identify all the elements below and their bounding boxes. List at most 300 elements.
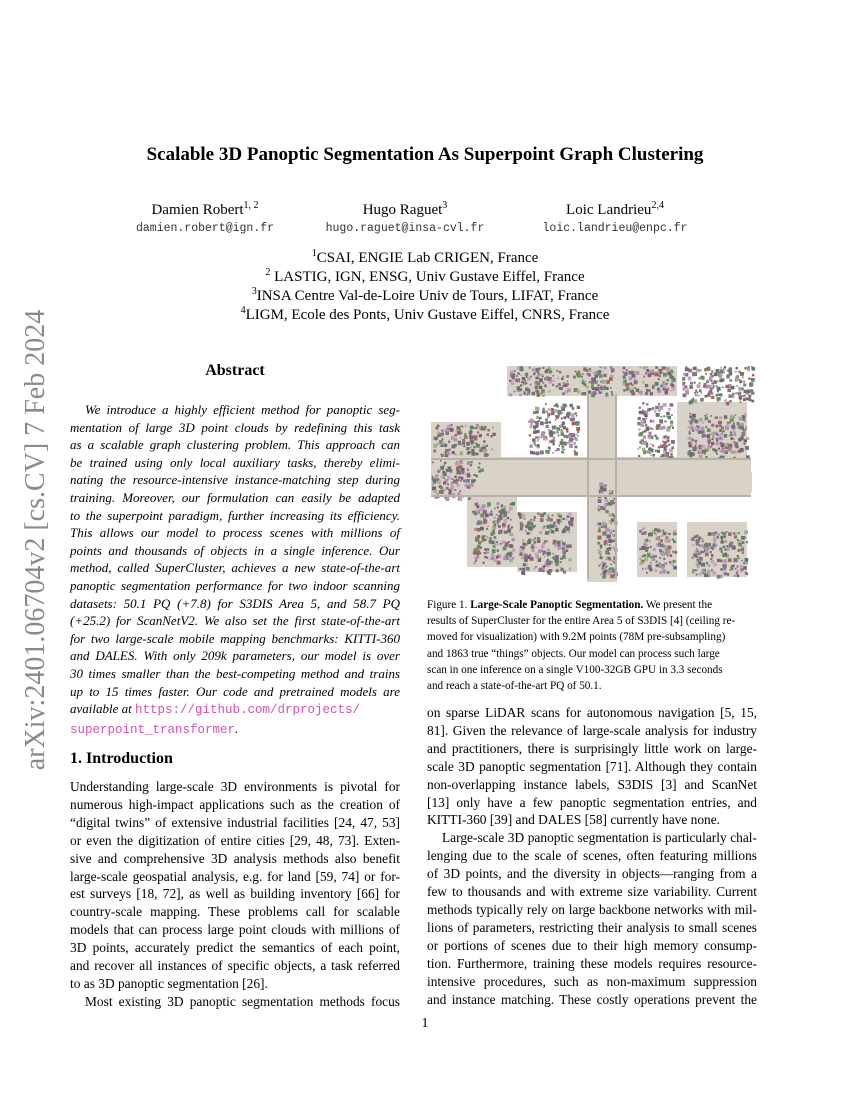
- object-point: [711, 442, 714, 445]
- object-point: [708, 564, 710, 566]
- object-point: [666, 537, 668, 539]
- object-point: [497, 555, 500, 558]
- object-point: [562, 542, 566, 546]
- object-point: [661, 421, 664, 424]
- object-point: [568, 558, 571, 561]
- object-point: [666, 550, 670, 554]
- object-point: [708, 532, 712, 536]
- object-point: [536, 390, 539, 393]
- object-point: [558, 383, 561, 386]
- object-point: [605, 510, 608, 513]
- object-point: [542, 570, 544, 572]
- object-point: [559, 425, 562, 428]
- object-point: [569, 433, 571, 435]
- object-point: [668, 408, 671, 411]
- object-point: [490, 540, 492, 542]
- object-point: [734, 451, 737, 454]
- object-point: [688, 426, 690, 428]
- object-point: [718, 448, 720, 450]
- object-point: [558, 415, 560, 417]
- object-point: [661, 566, 664, 569]
- object-point: [698, 537, 701, 540]
- object-point: [512, 538, 515, 541]
- caption-line: results of SuperCluster for the entire Area 5 of S3DIS [4] (ceiling re-: [427, 615, 736, 628]
- object-point: [651, 370, 654, 373]
- object-point: [561, 439, 563, 441]
- object-point: [645, 372, 647, 374]
- object-point: [718, 434, 721, 437]
- object-point: [668, 416, 671, 419]
- object-point: [655, 406, 658, 409]
- object-point: [562, 412, 564, 414]
- object-point: [740, 448, 744, 452]
- object-point: [532, 438, 536, 442]
- object-point: [562, 550, 566, 554]
- object-point: [536, 381, 538, 383]
- object-point: [574, 450, 576, 452]
- object-point: [539, 557, 541, 559]
- object-point: [613, 530, 615, 532]
- object-point: [735, 371, 737, 373]
- object-point: [708, 548, 710, 550]
- object-point: [478, 512, 480, 514]
- object-point: [648, 451, 651, 454]
- object-point: [571, 413, 575, 417]
- object-point: [598, 499, 602, 503]
- object-point: [483, 449, 487, 453]
- object-point: [548, 366, 550, 368]
- object-point: [464, 433, 466, 435]
- object-point: [598, 551, 602, 555]
- object-point: [729, 367, 732, 370]
- object-point: [463, 445, 465, 447]
- object-point: [667, 555, 669, 557]
- object-point: [660, 552, 663, 555]
- object-point: [626, 369, 628, 371]
- object-point: [556, 431, 558, 433]
- object-point: [515, 379, 518, 382]
- object-point: [692, 414, 696, 418]
- object-point: [741, 568, 743, 570]
- object-point: [537, 439, 539, 441]
- code-link-cont[interactable]: superpoint_transformer: [70, 722, 236, 737]
- object-point: [493, 516, 496, 519]
- object-point: [708, 420, 711, 423]
- text-line: intensive procedures, such as non-maximum suppression: [427, 973, 757, 989]
- object-point: [569, 568, 572, 571]
- object-point: [500, 543, 502, 545]
- object-point: [702, 551, 704, 553]
- corridor-edge: [615, 394, 617, 579]
- object-point: [461, 471, 464, 474]
- object-point: [607, 535, 611, 539]
- object-point: [702, 434, 705, 437]
- object-point: [551, 440, 555, 444]
- text-line: and practitioners, there is surprisingly little work on large-: [427, 740, 757, 756]
- object-point: [496, 502, 499, 505]
- object-point: [645, 568, 647, 570]
- object-point: [563, 528, 565, 530]
- object-point: [576, 434, 578, 436]
- object-point: [601, 567, 603, 569]
- object-point: [704, 545, 706, 547]
- object-point: [581, 373, 583, 375]
- object-point: [529, 367, 531, 369]
- object-point: [658, 378, 660, 380]
- object-point: [743, 566, 746, 569]
- object-point: [721, 433, 723, 435]
- object-point: [670, 554, 672, 556]
- object-point: [512, 373, 515, 376]
- object-point: [475, 443, 477, 445]
- object-point: [669, 375, 672, 378]
- object-point: [707, 445, 711, 449]
- object-point: [639, 548, 641, 550]
- object-point: [548, 429, 550, 431]
- object-point: [562, 446, 564, 448]
- object-point: [562, 555, 566, 559]
- object-point: [670, 454, 672, 456]
- object-point: [646, 403, 648, 405]
- object-point: [729, 372, 733, 376]
- object-point: [541, 545, 545, 549]
- object-point: [558, 522, 560, 524]
- abstract-heading: Abstract: [205, 362, 265, 379]
- object-point: [610, 574, 614, 578]
- object-point: [623, 380, 627, 384]
- object-point: [556, 385, 558, 387]
- text-line: of 3D points, and the diversity in objects—ranging from a: [427, 866, 757, 882]
- author-email[interactable]: loic.landrieu@enpc.fr: [542, 222, 688, 235]
- object-point: [443, 481, 446, 484]
- author-email[interactable]: damien.robert@ign.fr: [135, 222, 275, 235]
- object-point: [656, 424, 659, 427]
- object-point: [701, 563, 705, 567]
- object-point: [652, 385, 654, 387]
- text-line: 3D points, accurately predict the semantics of each point,: [70, 940, 400, 956]
- object-point: [508, 528, 512, 532]
- object-point: [751, 392, 754, 395]
- object-point: [509, 533, 512, 536]
- object-point: [730, 380, 732, 382]
- object-point: [520, 528, 523, 531]
- object-point: [652, 407, 655, 410]
- object-point: [561, 540, 563, 542]
- object-point: [742, 428, 744, 430]
- object-point: [705, 543, 707, 545]
- object-point: [692, 398, 694, 400]
- object-point: [511, 382, 514, 385]
- object-point: [452, 451, 455, 454]
- object-point: [474, 428, 476, 430]
- object-point: [456, 473, 458, 475]
- object-point: [434, 490, 437, 493]
- object-point: [557, 448, 560, 451]
- object-point: [740, 372, 744, 376]
- object-point: [470, 426, 473, 429]
- object-point: [693, 372, 697, 376]
- code-link[interactable]: https://github.com/drprojects/: [135, 703, 361, 718]
- object-point: [657, 389, 659, 391]
- text-line: This allows our model to process scenes with millions of: [70, 525, 400, 541]
- object-point: [575, 412, 577, 414]
- object-point: [514, 391, 516, 393]
- object-point: [744, 413, 747, 416]
- object-point: [566, 430, 569, 433]
- object-point: [707, 367, 711, 371]
- object-point: [597, 370, 599, 372]
- object-point: [598, 392, 600, 394]
- object-point: [591, 381, 594, 384]
- object-point: [531, 557, 533, 559]
- object-point: [533, 425, 537, 429]
- object-point: [533, 431, 536, 434]
- object-point: [736, 367, 739, 370]
- object-point: [437, 443, 440, 446]
- text-line: “digital twins” of extensive industrial facilities [24, 47, 53]: [70, 814, 400, 830]
- object-point: [521, 571, 525, 575]
- object-point: [666, 445, 668, 447]
- object-point: [734, 558, 737, 561]
- object-point: [741, 423, 744, 426]
- object-point: [742, 552, 744, 554]
- object-point: [730, 437, 733, 440]
- object-point: [593, 391, 597, 395]
- object-point: [540, 514, 543, 517]
- object-point: [650, 546, 652, 548]
- text-line: sive and comprehensive 3D analysis methods also benefit: [70, 850, 400, 866]
- caption-line: scan in one inference on a single V100-32GB GPU in 3.3 seconds: [427, 663, 723, 676]
- object-point: [717, 394, 719, 396]
- object-point: [542, 527, 545, 530]
- object-point: [563, 382, 565, 384]
- object-point: [638, 417, 641, 420]
- object-point: [457, 466, 460, 469]
- object-point: [670, 421, 673, 424]
- object-point: [535, 566, 537, 568]
- object-point: [526, 567, 530, 571]
- object-point: [460, 490, 462, 492]
- object-point: [711, 375, 714, 378]
- object-point: [558, 547, 561, 550]
- object-point: [724, 366, 726, 368]
- object-point: [647, 547, 649, 549]
- object-point: [568, 531, 570, 533]
- object-point: [553, 431, 556, 434]
- object-point: [665, 452, 669, 456]
- object-point: [479, 509, 481, 511]
- object-point: [561, 451, 564, 454]
- object-point: [749, 391, 751, 393]
- object-point: [717, 390, 719, 392]
- object-point: [721, 551, 723, 553]
- object-point: [466, 442, 470, 446]
- object-point: [597, 373, 600, 376]
- object-point: [522, 514, 525, 517]
- object-point: [538, 540, 540, 542]
- object-point: [607, 502, 610, 505]
- text-line: or even the digitization of entire cities [29, 48, 73]. Exten-: [70, 832, 400, 848]
- object-point: [505, 554, 508, 557]
- author-name: Damien Robert: [151, 202, 244, 218]
- object-point: [560, 567, 562, 569]
- object-point: [547, 525, 551, 529]
- object-point: [562, 441, 564, 443]
- abstract-link-suffix: .: [235, 720, 239, 736]
- object-point: [575, 446, 578, 449]
- object-point: [454, 438, 457, 441]
- object-point: [432, 462, 434, 464]
- object-point: [445, 497, 449, 501]
- object-point: [542, 394, 545, 397]
- object-point: [739, 417, 743, 421]
- object-point: [543, 408, 545, 410]
- object-point: [441, 453, 443, 455]
- object-point: [567, 529, 569, 531]
- object-point: [469, 484, 472, 487]
- object-point: [611, 518, 614, 521]
- object-point: [599, 374, 603, 378]
- object-point: [671, 563, 673, 565]
- object-point: [713, 563, 716, 566]
- object-point: [549, 370, 552, 373]
- object-point: [487, 552, 489, 554]
- object-point: [475, 503, 478, 506]
- object-point: [538, 568, 542, 572]
- object-point: [722, 386, 724, 388]
- object-point: [530, 426, 533, 429]
- object-point: [520, 375, 522, 377]
- object-point: [651, 428, 653, 430]
- object-point: [529, 522, 533, 526]
- object-point: [549, 449, 551, 451]
- affiliation-2: $^2$ LASTIG, IGN, ENSG, Univ Gustave Eiffel, France: [265, 267, 585, 285]
- text-line: training. Moreover, our formulation can easily be adapted: [70, 489, 400, 505]
- object-point: [598, 536, 602, 540]
- object-point: [480, 514, 484, 518]
- object-point: [603, 571, 607, 575]
- text-line: to as 3D panoptic segmentation [26].: [70, 975, 268, 991]
- intro-right-column: [427, 704, 757, 1008]
- object-point: [658, 368, 660, 370]
- object-point: [731, 434, 733, 436]
- object-point: [718, 375, 720, 377]
- author-email[interactable]: hugo.raguet@insa-cvl.fr: [325, 222, 485, 235]
- object-point: [689, 385, 693, 389]
- object-point: [441, 433, 444, 436]
- object-point: [663, 373, 667, 377]
- object-point: [489, 513, 493, 517]
- section-heading: 1. Introduction: [70, 750, 173, 767]
- object-point: [509, 507, 513, 511]
- object-point: [522, 539, 524, 541]
- object-point: [705, 426, 707, 428]
- object-point: [432, 476, 434, 478]
- object-point: [605, 528, 609, 532]
- object-point: [455, 489, 457, 491]
- object-point: [523, 553, 526, 556]
- object-point: [724, 434, 728, 438]
- object-point: [523, 393, 525, 395]
- object-point: [726, 545, 728, 547]
- object-point: [483, 440, 486, 443]
- object-point: [724, 400, 726, 402]
- object-point: [666, 416, 668, 418]
- object-point: [668, 387, 670, 389]
- object-point: [494, 536, 497, 539]
- object-point: [541, 389, 545, 393]
- text-line: for two large-scale mobile mapping benchmarks: KITTI-360: [70, 630, 400, 646]
- object-point: [664, 385, 667, 388]
- object-point: [723, 546, 725, 548]
- text-line: [13] only have a few panoptic segmentation entries, and: [427, 794, 757, 810]
- object-point: [529, 532, 531, 534]
- object-point: [643, 436, 646, 439]
- object-point: [497, 549, 499, 551]
- object-point: [566, 428, 569, 431]
- page-number: 1: [421, 1016, 429, 1031]
- object-point: [492, 558, 494, 560]
- object-point: [442, 438, 444, 440]
- object-point: [510, 373, 512, 375]
- object-point: [582, 380, 584, 382]
- object-point: [459, 429, 461, 431]
- object-point: [560, 387, 563, 390]
- object-point: [748, 395, 751, 398]
- object-point: [574, 452, 578, 456]
- object-point: [738, 393, 741, 396]
- object-point: [509, 553, 512, 556]
- object-point: [697, 569, 699, 571]
- object-point: [589, 392, 591, 394]
- object-point: [445, 431, 449, 435]
- object-point: [577, 390, 581, 394]
- object-point: [532, 369, 535, 372]
- object-point: [436, 427, 439, 430]
- object-point: [711, 438, 713, 440]
- object-point: [553, 375, 555, 377]
- object-point: [746, 397, 749, 400]
- object-point: [583, 367, 586, 370]
- object-point: [548, 408, 550, 410]
- object-point: [639, 367, 641, 369]
- object-point: [728, 384, 731, 387]
- object-point: [744, 390, 747, 393]
- object-point: [673, 540, 676, 543]
- intro-left-column: [70, 778, 400, 1011]
- object-point: [639, 407, 641, 409]
- object-point: [563, 518, 565, 520]
- object-point: [474, 512, 477, 515]
- object-point: [537, 393, 541, 397]
- object-point: [696, 556, 698, 558]
- object-point: [642, 528, 644, 530]
- object-point: [567, 380, 569, 382]
- object-point: [561, 417, 563, 419]
- object-point: [696, 542, 699, 545]
- object-point: [511, 502, 515, 506]
- wall: [427, 362, 758, 364]
- object-point: [734, 535, 737, 538]
- object-point: [644, 430, 647, 433]
- object-point: [656, 544, 658, 546]
- object-point: [729, 434, 731, 436]
- object-point: [471, 452, 475, 456]
- object-point: [474, 437, 477, 440]
- object-point: [485, 514, 489, 518]
- author-name: Hugo Raguet: [362, 202, 443, 218]
- object-point: [537, 444, 540, 447]
